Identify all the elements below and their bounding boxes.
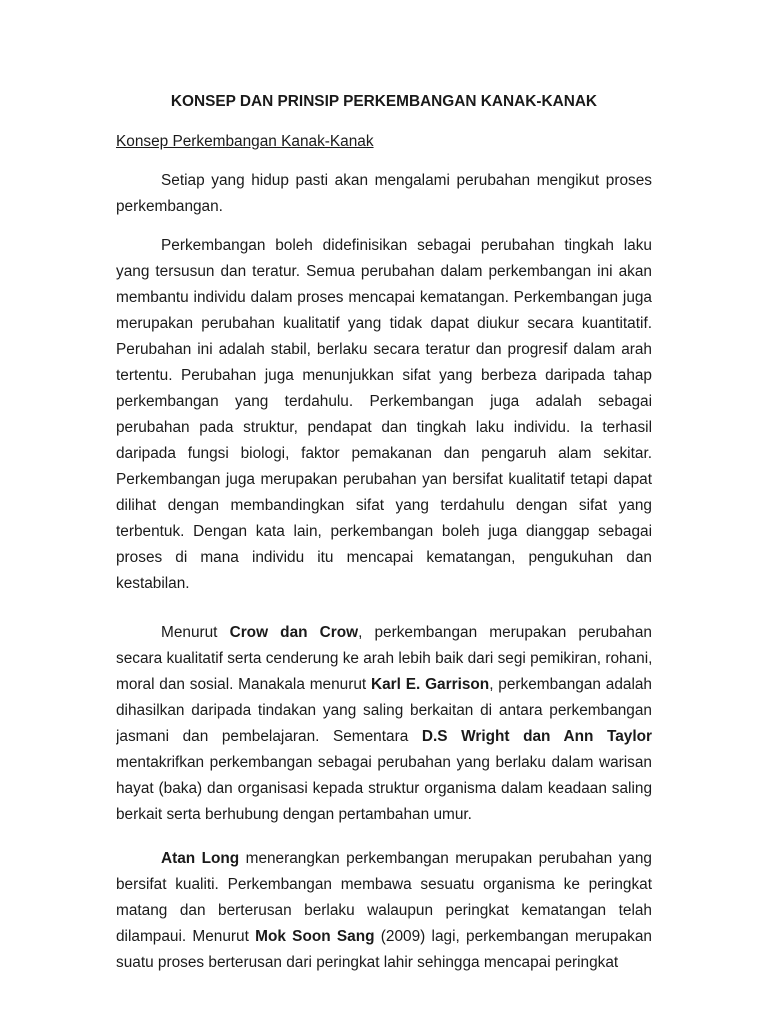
paragraph-1 (116, 168, 652, 220)
paragraph-3 (116, 620, 652, 828)
document-title: KONSEP DAN PRINSIP PERKEMBANGAN KANAK-KANAK (170, 93, 598, 110)
text-line: Perkembangan boleh didefinisikan sebagai perubahan tingkah laku (161, 237, 652, 254)
text-line: dilampaui. Menurut Mok Soon Sang (2009) lagi, perkembangan merupakan (116, 928, 652, 945)
text-line: perkembangan yang terdahulu. Perkembangan juga adalah sebagai (116, 393, 652, 410)
text-line: moral dan sosial. Manakala menurut Karl E. Garrison, perkembangan adalah (116, 676, 652, 693)
bold-author-name: Mok Soon Sang (255, 928, 375, 945)
text-line: bersifat kualiti. Perkembangan membawa sesuatu organisma ke peringkat (116, 876, 652, 893)
text-line: merupakan perubahan kualitatif yang tidak dapat diukur secara kuantitatif. (116, 315, 652, 332)
text-line: perkembangan. (116, 198, 223, 215)
text-line: mentakrifkan perkembangan sebagai perubahan yang berlaku dalam warisan (116, 754, 652, 771)
bold-author-name: Crow dan Crow (229, 624, 359, 641)
bold-author-name: Karl E. Garrison (370, 676, 490, 693)
text-line: daripada fungsi biologi, faktor pemakanan dan pengaruh alam sekitar. (116, 445, 652, 462)
text-line: tertentu. Perubahan juga menunjukkan sifat yang berbeza daripada tahap (116, 367, 652, 384)
text-line: Perubahan ini adalah stabil, berlaku secara teratur dan progresif dalam arah (116, 341, 652, 358)
text-line: suatu proses berterusan dari peringkat lahir sehingga mencapai peringkat (116, 954, 619, 971)
text-line: yang tersusun dan teratur. Semua perubahan dalam perkembangan ini akan (116, 263, 652, 280)
text-line: dilihat dengan membandingkan sifat yang terdahulu dengan sifat yang (116, 497, 652, 514)
text-line: berkait serta berhubung dengan pertambahan umur. (116, 806, 472, 823)
text-line: Atan Long menerangkan perkembangan merupakan perubahan yang (161, 850, 652, 867)
text-line: jasmani dan pembelajaran. Sementara D.S Wright dan Ann Taylor (116, 728, 652, 745)
paragraph-4 (116, 846, 652, 976)
text-line: Setiap yang hidup pasti akan mengalami perubahan mengikut proses (161, 172, 652, 189)
text-line: membantu individu dalam proses mencapai kematangan. Perkembangan juga (116, 289, 652, 306)
text-line: dihasilkan daripada tindakan yang saling berkaitan di antara perkembangan (116, 702, 652, 719)
text-line: matang dan berterusan berlaku walaupun peringkat kematangan telah (116, 902, 652, 919)
text-line: terbentuk. Dengan kata lain, perkembangan boleh juga dianggap sebagai (116, 523, 652, 540)
document-page (116, 0, 652, 1024)
text-line: proses di mana individu itu mencapai kematangan, pengukuhan dan (116, 549, 652, 566)
text-line: perubahan pada struktur, pendapat dan tingkah laku individu. Ia terhasil (116, 419, 652, 436)
text-line: Perkembangan juga merupakan perubahan yan bersifat kualitatif tetapi dapat (116, 471, 652, 488)
text-line: hayat (baka) dan organisasi kepada struktur organisma dalam keadaan saling (116, 780, 652, 797)
bold-author-name: D.S Wright dan Ann Taylor (421, 728, 652, 745)
text-line: Menurut Crow dan Crow, perkembangan merupakan perubahan (161, 624, 652, 641)
text-line: kestabilan. (116, 575, 190, 592)
paragraph-2 (116, 233, 652, 597)
text-line: secara kualitatif serta cenderung ke arah lebih baik dari segi pemikiran, rohani, (116, 650, 652, 667)
section-heading: Konsep Perkembangan Kanak-Kanak (116, 133, 374, 150)
bold-author-name: Atan Long (161, 850, 240, 867)
